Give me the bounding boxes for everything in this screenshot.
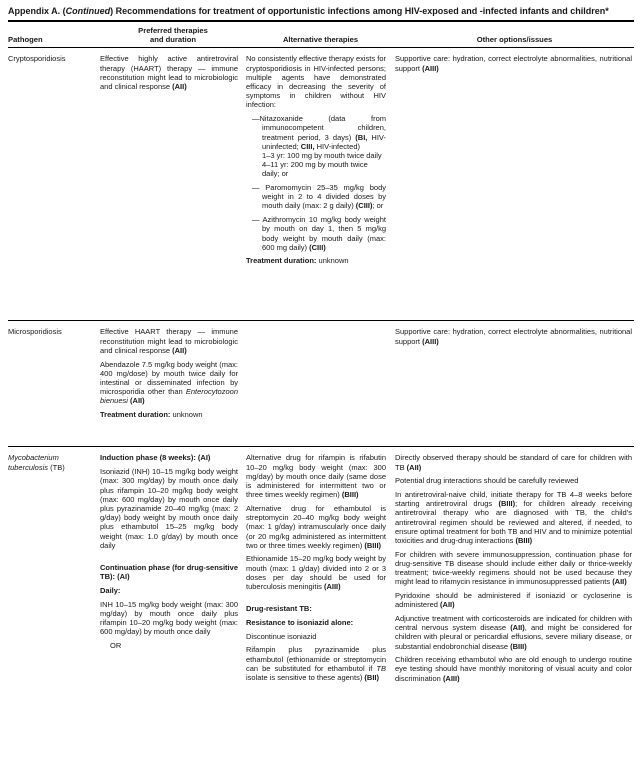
text-segment: Pyridoxine should be administered if isoniazid or cycloserine is administered [395, 591, 632, 610]
paragraph [262, 151, 386, 160]
text-segment: (AII) [172, 345, 187, 355]
text-segment: (BI, [355, 132, 368, 142]
text-segment: (AII) [510, 623, 525, 633]
text-segment: Drug-resistant TB: [246, 604, 312, 614]
text-segment: Supportive care: hydration, correct electrolyte abnormalities, nutritional support [395, 327, 632, 346]
paragraph [100, 586, 238, 595]
text-segment: HIV-infected) [314, 141, 360, 151]
paragraph [246, 54, 386, 109]
text-segment: Treatment duration: [246, 256, 317, 266]
text-segment: Microsporidiosis [8, 327, 62, 337]
text-segment: Potential drug interactions should be carefully reviewed [395, 476, 579, 486]
paragraph [100, 410, 238, 419]
preferred-therapies-cell [100, 54, 246, 314]
preferred-therapies-cell [100, 453, 246, 738]
paragraph [395, 490, 632, 545]
text-segment: Effective HAART therapy — immune reconstitution might lead to microbiologic and clinical response [100, 327, 238, 355]
paragraph [395, 327, 632, 345]
paragraph [395, 54, 632, 72]
text-segment: No consistently effective therapy exists for cryptosporidiosis in HIV-infected persons; multiple agents have demonstrated efficacy in decreasing the severity of symptoms in children without HIV infection: [246, 54, 386, 110]
text-segment: Rifampin plus pyrazinamide plus ethambutol (ethionamide or streptomycin can be substituted for ethambutol if [246, 645, 386, 673]
paragraph [100, 563, 238, 581]
header-other-options [395, 35, 634, 44]
paragraph [395, 476, 632, 485]
preferred-therapies-cell [100, 327, 246, 440]
paragraph [246, 554, 386, 591]
alternative-therapies-cell [246, 327, 395, 440]
paragraph [395, 655, 632, 683]
other-options-cell [395, 327, 634, 440]
text-segment: TB [376, 663, 386, 673]
pathogen-cell [8, 327, 100, 440]
text-segment: (AII) [440, 600, 455, 610]
paragraph [395, 591, 632, 609]
header-alternative-label: Alternative therapies [282, 35, 359, 45]
paragraph [246, 604, 386, 613]
text-segment: (AII) [406, 462, 422, 472]
paragraph [8, 327, 100, 336]
text-segment: For children with severe immunosuppression, continuation phase for drug-sensitive TB disease should include either daily or thrice-weekly treatment; twice-weekly regimens should not be used because they might lead to rifamycin resistance in immunosuppressed patients [395, 549, 632, 587]
text-segment: 4–11 yr: 200 mg by mouth twice daily; or [262, 160, 368, 179]
text-segment: unknown [170, 410, 203, 420]
text-segment: Abendazole 7.5 mg/kg body weight (max: 400 mg/dose) by mouth twice daily for intestinal or disseminated infection by microsporidia other than [100, 359, 238, 397]
paragraph [252, 114, 386, 151]
text-segment: (AII) [172, 82, 187, 92]
alternative-therapies-cell [246, 453, 395, 738]
paragraph [110, 641, 238, 650]
text-segment: (AIII) [442, 673, 460, 683]
paragraph [246, 453, 386, 499]
paragraph [252, 183, 386, 211]
paragraph [100, 453, 238, 462]
other-options-cell [395, 54, 634, 314]
paragraph [246, 632, 386, 641]
text-segment: ) Recommendations for treatment of opportunistic infections among HIV-exposed and -infected infants and children* [110, 6, 609, 16]
paragraph [246, 618, 386, 627]
table-row [8, 446, 634, 744]
paragraph [246, 256, 386, 265]
paragraph [100, 467, 238, 550]
table-header-row [8, 22, 634, 48]
text-segment: (BIII) [364, 540, 382, 550]
paragraph [246, 645, 386, 682]
paragraph [100, 327, 238, 355]
text-segment: isolate is sensitive to these agents) [246, 672, 365, 682]
header-alternative-therapies [246, 35, 395, 44]
paragraph [100, 54, 238, 91]
text-segment: (BII) [364, 672, 379, 682]
paragraph [246, 504, 386, 550]
text-segment: Cryptosporidiosis [8, 54, 66, 64]
paragraph [8, 453, 100, 471]
text-segment: Isoniazid (INH) 10–15 mg/kg body weight (max: 300 mg/day) by mouth once daily plus rifampin 10–20 mg/kg body weight (max: 600 mg/day) by mouth once daily plus pyrazinamide 20–40 mg/kg (max: 2 g/day) body weight by mouth once daily plus ethambutol 15–25 mg/kg body weight (max: 1.0 g/day) by mouth once daily [100, 467, 238, 550]
text-segment: Alternative drug for ethambutol is streptomycin 20–40 mg/kg body weight (max: 1 g/day) intramuscularly once daily (or 20 mg/kg administered as intermittent two or three times weekly regimen) [246, 503, 386, 550]
text-segment: Induction phase (8 weeks): (AI) [100, 453, 211, 463]
text-segment: INH 10–15 mg/kg body weight (max: 300 mg/day) by mouth once daily plus rifampin 10–20 mg/kg body weight (max: 600 mg/day) by mouth once daily [100, 599, 238, 637]
text-segment: Discontinue isoniazid [246, 631, 317, 641]
alternative-therapies-cell [246, 54, 395, 314]
text-segment: , and might be considered for children with pleural or pericardial effusions, severe miliary disease, or substantial endobronchial disease [395, 623, 632, 651]
paragraph [8, 54, 100, 63]
table-row [8, 320, 634, 446]
text-segment: 1–3 yr: 100 mg by mouth twice daily [262, 150, 382, 160]
text-segment: Appendix A. ( [8, 6, 66, 16]
text-segment: Children receiving ethambutol who are old enough to undergo routine eye testing should have monthly monitoring of visual acuity and color discrimination [395, 655, 632, 683]
text-segment: Directly observed therapy should be standard of care for children with TB [395, 453, 632, 472]
text-segment: Enterocytozoon bienuesi [100, 387, 238, 406]
paragraph [100, 360, 238, 406]
text-segment: CIII, [300, 141, 315, 151]
text-segment: ; for children already receiving antiretroviral therapy who are diagnosed with TB, the child’s antiretroviral regimen should be reviewed and altered, if needed, to ensure optimal treatment for both TB and HIV and to minimize potential toxicities and drug-drug interactions [395, 499, 632, 546]
text-segment: (TB) [48, 462, 65, 472]
table-title [8, 6, 634, 17]
text-segment: — Azithromycin 10 mg/kg body weight by mouth on day 1, then 5 mg/kg body weight by mouth daily (max: 600 mg daily) [252, 215, 386, 252]
paragraph [395, 453, 632, 471]
text-segment: (CIII) [355, 201, 373, 211]
header-pathogen-label: Pathogen [8, 35, 43, 45]
text-segment: Daily: [100, 585, 121, 595]
text-segment: Alternative drug for rifampin is rifabutin 10–20 mg/kg body weight (max: 300 mg/day) by mouth once daily (same dose is administered for intermittent two or three times weekly regimen) [246, 453, 386, 500]
text-segment: (AIII) [323, 582, 341, 592]
text-segment: (BIII) [510, 641, 527, 651]
text-segment: ; or [372, 201, 384, 211]
paragraph [395, 614, 632, 651]
text-segment: (CIII) [309, 242, 326, 252]
text-segment: (BIII) [498, 499, 516, 509]
text-segment: — Paromomycin 25–35 mg/kg body weight in 2 to 4 divided doses by mouth daily (max: 2 g daily) [252, 183, 386, 211]
text-segment: OR [110, 640, 122, 650]
text-segment: Treatment duration: [100, 410, 171, 420]
paragraph [252, 215, 386, 252]
text-segment: In antiretroviral-naive child, initiate therapy for TB 4–8 weeks before starting antiretroviral drugs [395, 490, 632, 509]
text-segment: Effective highly active antiretroviral therapy (HAART) therapy — immune reconstitution might lead to microbiologic and clinical response [100, 54, 238, 92]
pathogen-cell [8, 54, 100, 314]
header-preferred-therapies [100, 26, 246, 44]
pathogen-cell [8, 453, 100, 738]
paragraph [395, 550, 632, 587]
text-segment: (BIII) [341, 490, 359, 500]
text-segment: (AIII) [422, 336, 439, 346]
header-preferred-label: Preferred therapies and duration [138, 26, 208, 45]
table-row [8, 48, 634, 320]
paragraph [262, 160, 386, 178]
text-segment: Adjunctive treatment with corticosteroids are indicated for children with central nervous system disease [395, 613, 632, 633]
header-other-label: Other options/issues [476, 35, 553, 45]
text-segment: (AII) [130, 396, 145, 406]
text-segment: Mycobacterium tuberculosis [8, 453, 59, 472]
text-segment: unknown [316, 256, 349, 266]
text-segment: (BIII) [515, 536, 533, 546]
text-segment: (AIII) [422, 63, 439, 73]
text-segment: (AII) [612, 577, 627, 587]
text-segment: Continued [65, 6, 111, 16]
text-segment: Continuation phase (for drug-sensitive TB): (AI) [100, 562, 238, 582]
text-segment: HIV-uninfected; [262, 132, 386, 151]
table-body [8, 48, 634, 744]
text-segment: Resistance to isoniazid alone: [246, 617, 354, 627]
paragraph [100, 600, 238, 637]
text-segment: Ethionamide 15–20 mg/kg body weight by mouth (max: 1 g/day) divided into 2 or 3 doses per day should be used for tuberculosis meningitis [246, 554, 386, 592]
text-segment: —Nitazoxanide (data from immunocompetent children, treatment period, 3 days) [252, 114, 386, 142]
text-segment: Supportive care: hydration, correct electrolyte abnormalities, nutritional support [395, 54, 632, 73]
other-options-cell [395, 453, 634, 738]
header-pathogen [8, 35, 100, 44]
